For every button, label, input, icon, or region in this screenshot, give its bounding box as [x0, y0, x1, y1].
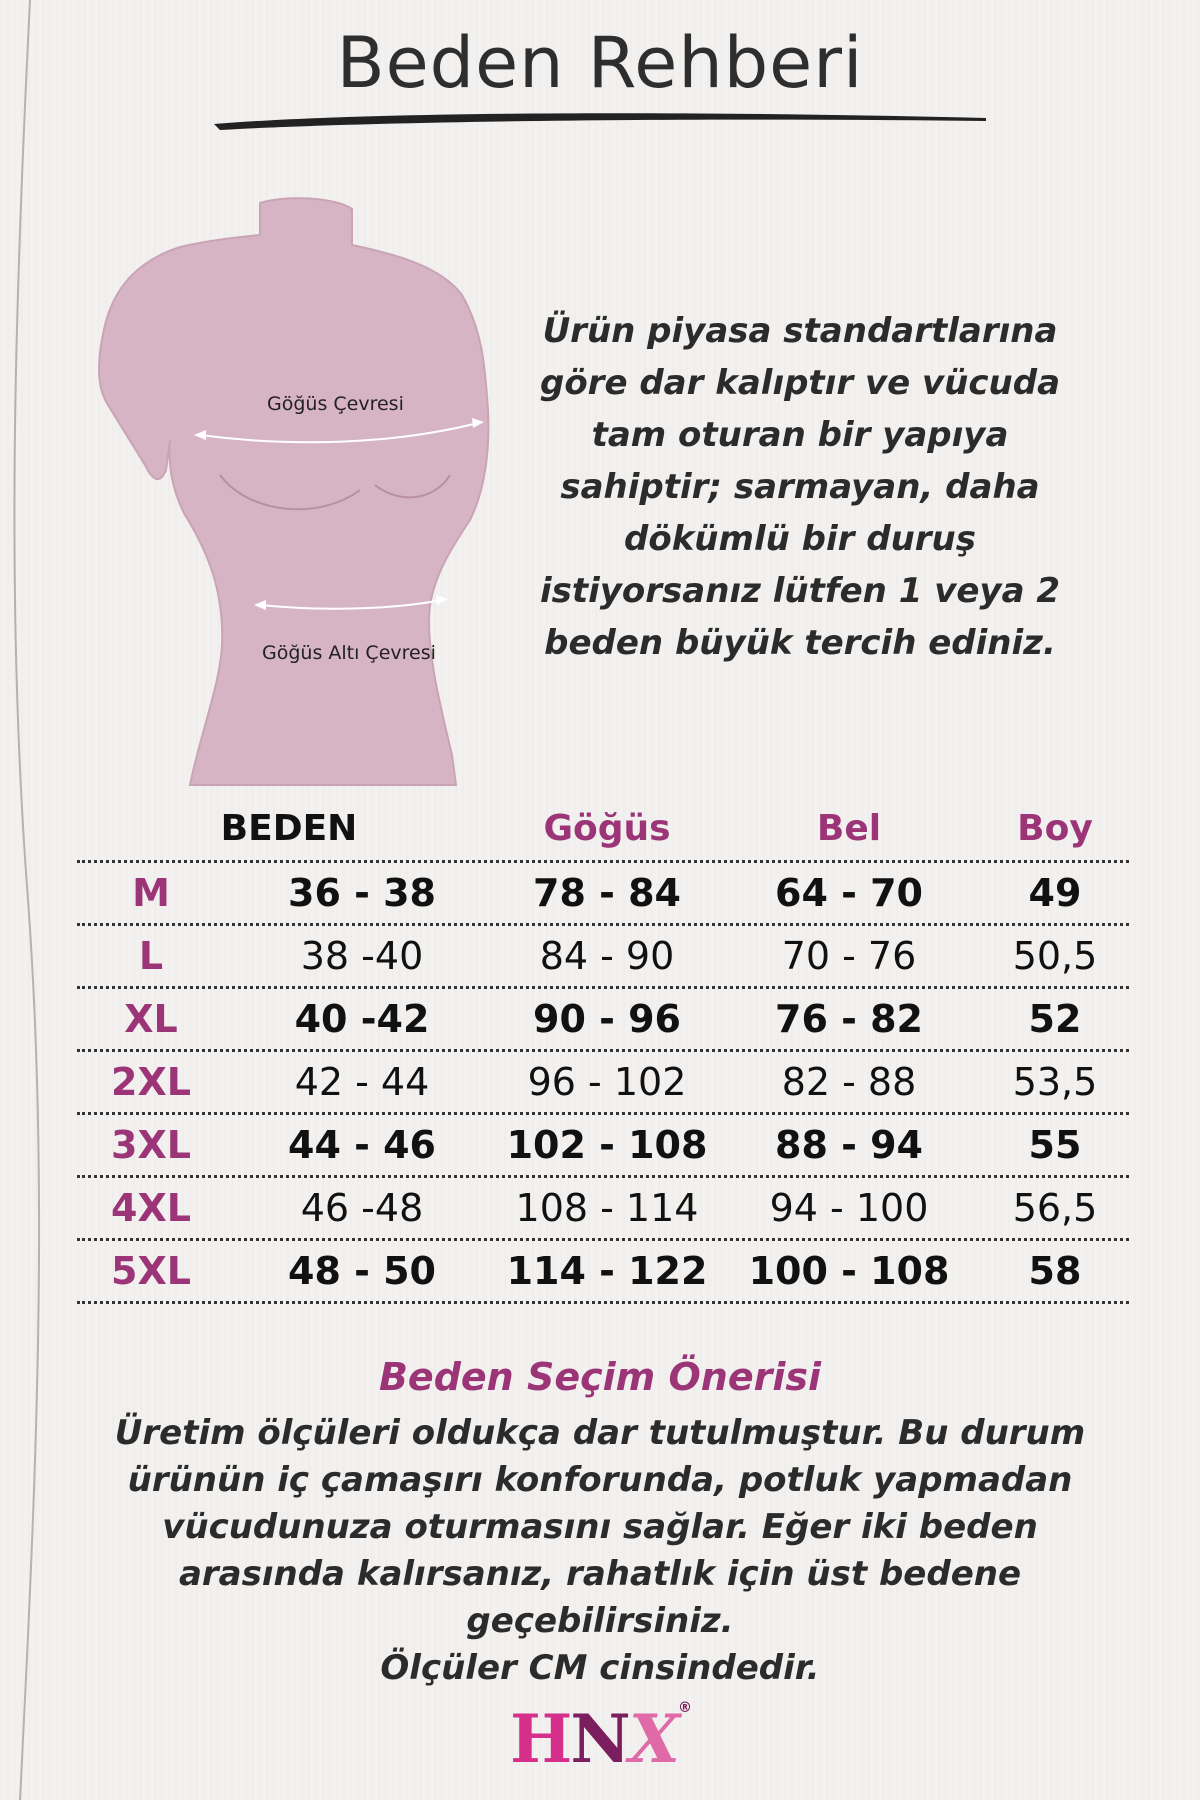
- logo-h: H: [510, 1700, 571, 1778]
- cell-beden: 40 -42: [294, 997, 430, 1041]
- header-beden: BEDEN: [220, 808, 358, 849]
- intro-text: Ürün piyasa standartlarına göre dar kalıptır ve vücuda tam oturan bir yapıya sahiptir; sarmayan, daha dökümlü bir duruş istiyorsanız lütfen 1 veya 2 beden büyük tercih ediniz.: [539, 311, 1061, 663]
- table-row: [77, 989, 1129, 1052]
- cell-gogus: 96 - 102: [527, 1060, 687, 1104]
- cell-bel: 82 - 88: [781, 1060, 917, 1104]
- brand-logo: [0, 1700, 1200, 1778]
- header-boy: Boy: [1017, 808, 1093, 849]
- header-bel: Bel: [816, 808, 882, 849]
- cell-bel: 88 - 94: [775, 1123, 923, 1167]
- cell-gogus: 84 - 90: [539, 934, 675, 978]
- torso-illustration: [90, 195, 510, 795]
- cell-beden: 38 -40: [300, 934, 424, 978]
- cell-bel: 70 - 76: [781, 934, 917, 978]
- title-underline: [210, 108, 990, 132]
- underbust-label: Göğüs Altı Çevresi: [262, 642, 436, 664]
- recommendation-title: Beden Seçim Önerisi: [378, 1355, 822, 1399]
- cell-size: 2XL: [111, 1060, 191, 1104]
- cell-boy: 52: [1028, 997, 1082, 1041]
- table-header: [77, 800, 1129, 860]
- cell-gogus: 90 - 96: [533, 997, 681, 1041]
- cell-boy: 55: [1028, 1123, 1082, 1167]
- cell-bel: 76 - 82: [775, 997, 923, 1041]
- cell-beden: 44 - 46: [288, 1123, 436, 1167]
- cell-boy: 50,5: [1012, 934, 1098, 978]
- cell-beden: 46 -48: [300, 1186, 424, 1230]
- table-row: [77, 863, 1129, 926]
- cell-size: L: [138, 934, 164, 978]
- cell-gogus: 102 - 108: [506, 1123, 708, 1167]
- logo-x: X: [628, 1700, 678, 1778]
- cell-bel: 100 - 108: [748, 1249, 950, 1293]
- cell-bel: 94 - 100: [769, 1186, 929, 1230]
- cell-boy: 58: [1028, 1249, 1082, 1293]
- cell-size: 4XL: [111, 1186, 191, 1230]
- cell-boy: 53,5: [1012, 1060, 1098, 1104]
- table-row: [77, 1052, 1129, 1115]
- cell-size: 3XL: [111, 1123, 191, 1167]
- cell-gogus: 108 - 114: [515, 1186, 699, 1230]
- cell-beden: 42 - 44: [294, 1060, 430, 1104]
- recommendation-text: Üretim ölçüleri oldukça dar tutulmuştur. Bu durum ürünün iç çamaşırı konforunda, potluk yapmadan vücudunuza oturmasını sağlar. Eğer iki beden arasında kalırsanız, rahatlık için üst bedene geçebilirsiniz.: [114, 1413, 1086, 1641]
- page-title: Beden Rehberi: [336, 22, 864, 104]
- cell-beden: 36 - 38: [288, 871, 436, 915]
- cell-gogus: 78 - 84: [533, 871, 681, 915]
- cell-size: XL: [124, 997, 178, 1041]
- cell-beden: 48 - 50: [288, 1249, 436, 1293]
- decorative-edge-curve: [0, 0, 60, 1800]
- logo-n: N: [570, 1700, 629, 1778]
- cell-boy: 49: [1028, 871, 1082, 915]
- table-row: [77, 1241, 1129, 1304]
- unit-note: Ölçüler CM cinsindedir.: [380, 1648, 820, 1688]
- size-table: [77, 800, 1129, 1304]
- cell-bel: 64 - 70: [775, 871, 923, 915]
- table-row: [77, 926, 1129, 989]
- cell-boy: 56,5: [1012, 1186, 1098, 1230]
- registered-mark: ®: [677, 1700, 690, 1716]
- table-row: [77, 1115, 1129, 1178]
- table-row: [77, 1178, 1129, 1241]
- cell-gogus: 114 - 122: [506, 1249, 708, 1293]
- table-body: [77, 863, 1129, 1304]
- body-figure: [90, 195, 510, 800]
- cell-size: 5XL: [111, 1249, 191, 1293]
- recommendation-body: [80, 1410, 1120, 1692]
- cell-size: M: [132, 871, 170, 915]
- header-gogus: Göğüs: [543, 808, 671, 849]
- chest-label: Göğüs Çevresi: [267, 393, 404, 415]
